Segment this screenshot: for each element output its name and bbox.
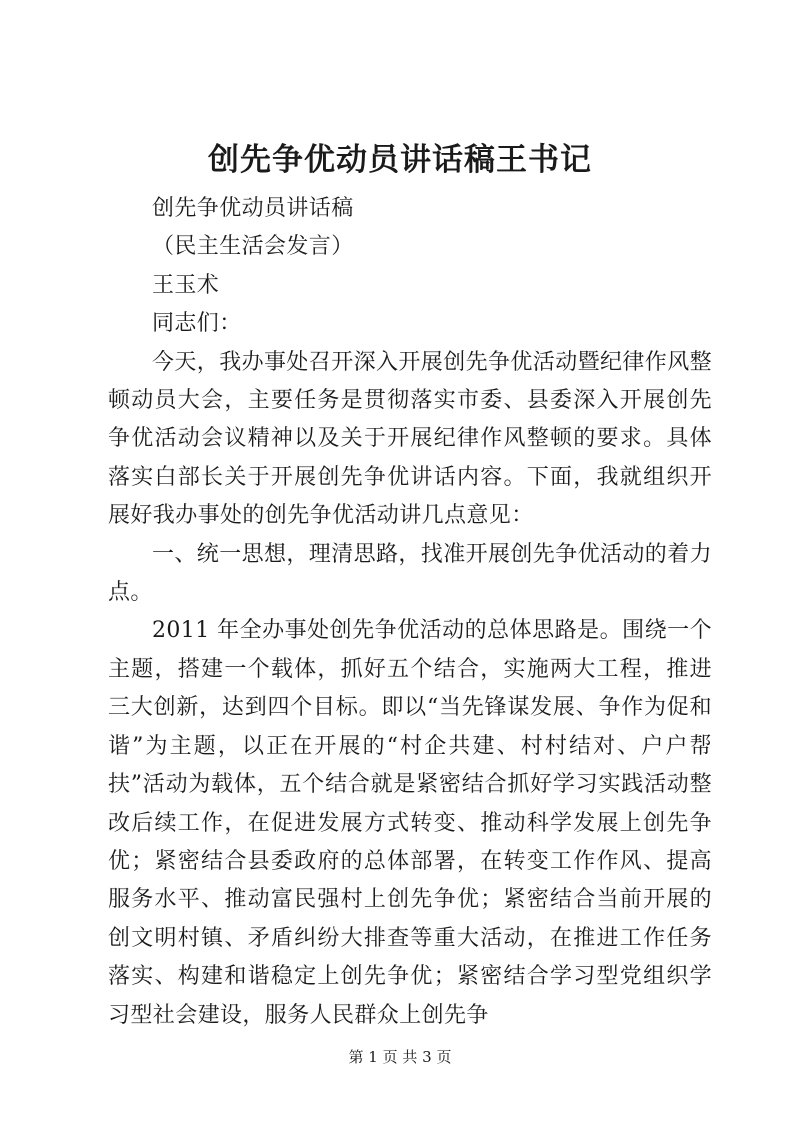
occasion-line: （民主生活会发言） (152, 234, 354, 260)
body-paragraph-plan: 2011 年全办事处创先争优活动的总体思路是。围绕一个主题，搭建一个载体，抓好五个结合，实施两大工程，推进三大创新，达到四个目标。即以“当先锋谋发展、争作为促和谐”为主题，以正在开展的“村企共建、村村结对、户户帮扶”活动为载体，五个结合就是紧密结合抓好学习实践活动整改后续工作，在促进发展方式转变、推动科学发展上创先争优；紧密结合县委政府的总体部署，在转变工作作风、提高服务水平、推动富民强村上创先争优；紧密结合当前开展的创文明村镇、矛盾纠纷大排查等重大活动，在推进工作任务落实、构建和谐稳定上创先争优；紧密结合学习型党组织学习型社会建设，服务人民群众上创先争 (108, 618, 712, 1028)
document-title: 创先争优动员讲话稿王书记 (208, 142, 592, 178)
section-heading: 一、统一思想，理清思路，找准开展创先争优活动的着力点。 (108, 541, 713, 606)
page-footer: 第 1 页 共 3 页 (348, 1048, 452, 1066)
subtitle-line: 创先争优动员讲话稿 (152, 196, 354, 221)
document-body (108, 190, 712, 1035)
body-paragraph-intro: 今天，我办事处召开深入开展创先争优活动暨纪律作风整顿动员大会，主要任务是贯彻落实市委、县委深入开展创先争优活动会议精神以及关于开展纪律作风整顿的要求。具体落实白部长关于开展创先争优讲话内容。下面，我就组织开展好我办事处的创先争优活动讲几点意见： (108, 349, 713, 529)
speaker-name: 王玉术 (152, 272, 220, 298)
salutation: 同志们： (152, 311, 242, 337)
